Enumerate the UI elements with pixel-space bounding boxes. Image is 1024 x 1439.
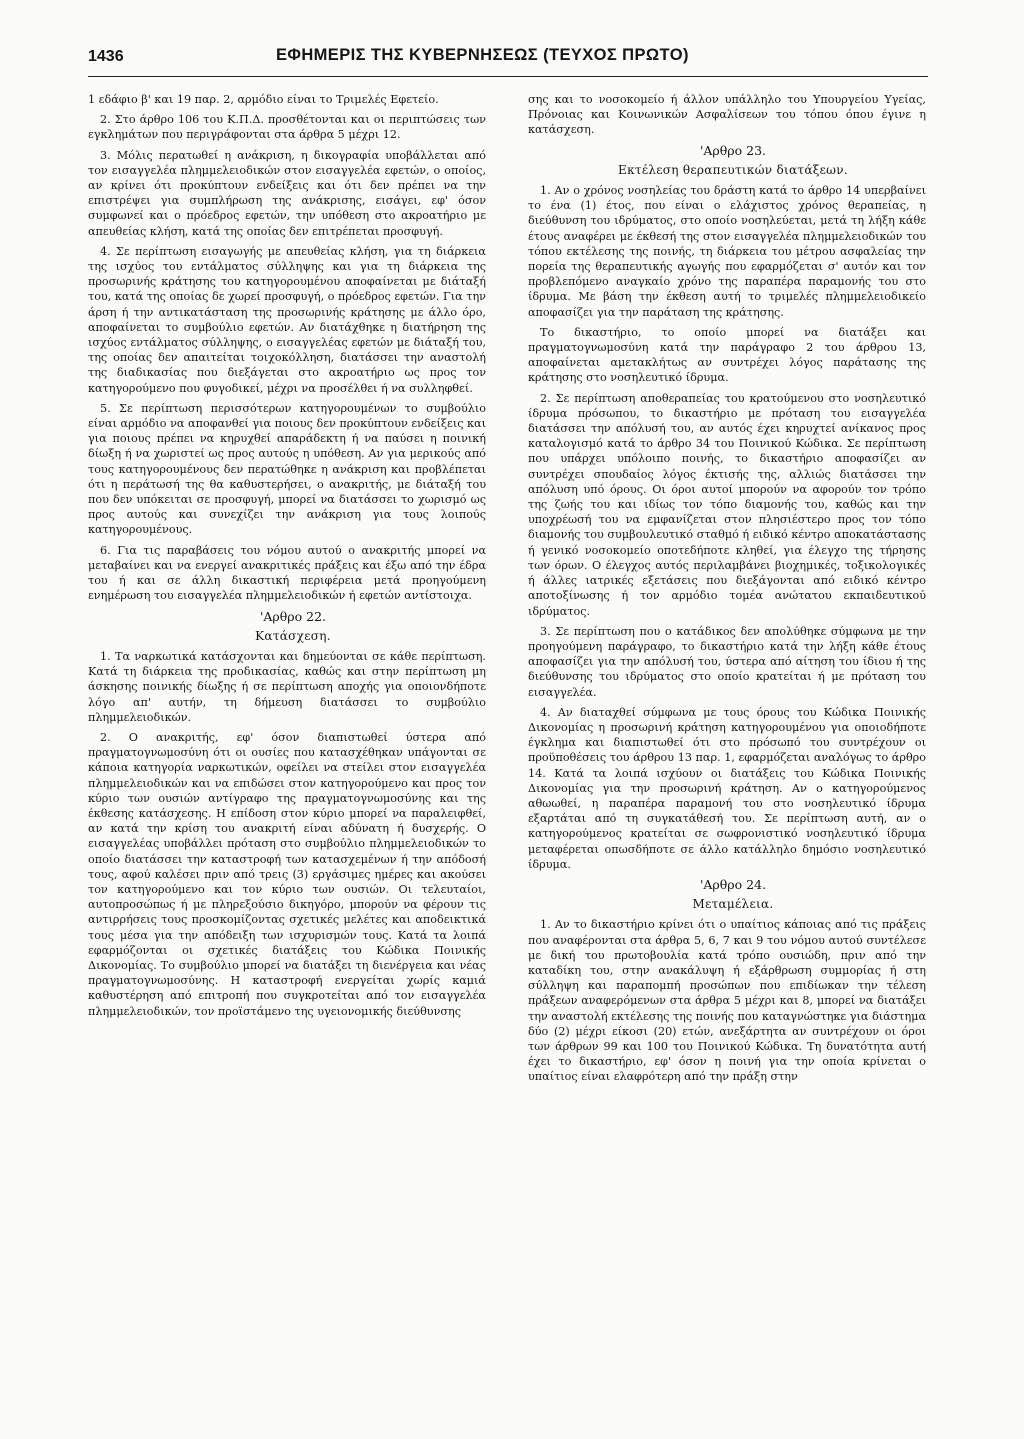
paragraph: 1. Αν ο χρόνος νοσηλείας του δράστη κατά το άρθρο 14 υπερβαίνει το ένα (1) έτος, που είναι ο ελάχιστος χρόνος θεραπείας, η διεύθυνση του ιδρύματος, στο οποίο νοσηλεύεται, μετά τη λήξη κάθε έτους αναφέρει με έκθεσή της στον εισαγγελέα πλημμελειοδικών του τόπου εκτέλεσης της ποινής, τη διάρκεια του μέτρου ασφαλείας την πορεία της θεραπευτικής αγωγής που εφαρμόζεται σ' αυτόν και τον προβλεπόμενο αναγκαίο χρόνο της παραπέρα παραμονής του στο ίδρυμα. Με βάση την έκθεση αυτή το τριμελές πλημμελειοδικείο αποφασίζει για την παράταση της κράτησης. <box>528 184 926 319</box>
paragraph: 1 εδάφιο β' και 19 παρ. 2, αρμόδιο είναι το Τριμελές Εφετείο. <box>88 93 439 106</box>
paragraph: 2. Ο ανακριτής, εφ' όσον διαπιστωθεί ύστερα από πραγματογνωμοσύνη ότι οι ουσίες που κατασχέθηκαν υπάγονται σε κάποια κατηγορία ναρκωτικών, οφείλει να στείλει στον εισαγγελέα πλημμελειοδικών και να επιδώσει στον κατηγορούμενο και προς τον κύριο των ουσιών αντίγραφο της πραγματογνωμοσύνης και της έκθεσης κατάσχεσης. Η επίδοση στον κύριο μπορεί να παραλειφθεί, αν κατά την κρίση του ανακριτή είναι αδύνατη ή δυσχερής. Ο εισαγγελέας υποβάλλει πρόταση στο συμβούλιο πλημμελειοδικών το οποίο διατάσσει την καταστροφή των κατασχεμένων ή την απόδοσή τους, αφού καλέσει πριν από τρεις (3) εργάσιμες ημέρες και ακούσει τον κατηγορούμενο και τον κύριο των ουσιών. Οι τελευταίοι, αυτοπροσώπως ή με πληρεξούσιο δικηγόρο, μπορούν να φέρουν τις αντιρρήσεις τους προσκομίζοντας σχετικές μελέτες και αποδεικτικά τους μέσα για την απόδειξη των ισχυρισμών τους. Κατά τα λοιπά εφαρμόζονται οι σχετικές διατάξεις του Κώδικα Ποινικής Δικονομίας. Το συμβούλιο μπορεί να διατάξει τη διενέργεια και νέας πραγματογνωμοσύνης. Η καταστροφή ενεργείται χωρίς καμιά καθυστέρηση από επιτροπή που συγκροτείται από τον εισαγγελέα πλημμελειοδικών, τον προϊστάμενο της υγειονομικής διεύθυνσης <box>88 730 486 1018</box>
article-23-subtitle: Εκτέλεση θεραπευτικών διατάξεων. <box>618 162 848 177</box>
paragraph: 1. Τα ναρκωτικά κατάσχονται και δημεύονται σε κάθε περίπτωση. Κατά τη διάρκεια της προδικασίας, καθώς και στην περίπτωση μη άσκησης ποινικής δίωξης ή σε περίπτωση αποχής για οποιονδήποτε λόγο απ' αυτήν, τη δήμευση διατάσσει το συμβούλιο πλημμελειοδικών. <box>88 649 486 724</box>
page-header <box>88 44 928 76</box>
page-number: 1436 <box>88 48 124 65</box>
paragraph: σης και το νοσοκομείο ή άλλον υπάλληλο του Υπουργείου Υγείας, Πρόνοιας και Κοινωνικών Ασφαλίσεων του τόπου όπου έγινε η κατάσχεση. <box>528 93 926 137</box>
left-column <box>88 92 486 1024</box>
article-22-title: 'Αρθρο 22. <box>259 608 327 624</box>
running-head: ΕΦΗΜΕΡΙΣ ΤΗΣ ΚΥΒΕΡΝΗΣΕΩΣ (ΤΕΥΧΟΣ ΠΡΩΤΟ) <box>276 46 689 64</box>
paragraph: 4. Σε περίπτωση εισαγωγής με απευθείας κλήση, για τη διάρκεια της ισχύος του εντάλματος σύλληψης και για τη διάρκεια της προσωρινής κράτησης του κατηγορουμένου αποφαίνεται με διάταξή του, κατά της οποίας δε χωρεί προσφυγή, ο πρόεδρος εφετών. Για την άρση ή την αντικατάσταση της προσωρινής κράτησης με άλλο όρο, αποφαίνεται το συμβούλιο εφετών. Αν διατάχθηκε η διατήρηση της ισχύος εντάλματος σύλληψης, ο εισαγγελέας εφετών με διάταξή του, της οποίας δεν απαιτείται τοιχοκόλληση, διατάσσει την αναστολή της διαδικασίας που διεξάγεται στο ακροατήριο ως προς τον κατηγορούμενο που φυγοδικεί, μέχρι να προσέλθει ή να συλληφθεί. <box>88 244 486 395</box>
header-rule <box>88 76 928 77</box>
paragraph: 3. Σε περίπτωση που ο κατάδικος δεν απολύθηκε σύμφωνα με την προηγούμενη παράγραφο, το δικαστήριο κατά την λήξη κάθε έτους αποφασίζει για την απόλυσή του, ύστερα από αίτηση του ίδιου ή της διεύθυνσης του ιδρύματος στο οποίο κρατείται ή με πρόταση του εισαγγελέα. <box>528 624 926 699</box>
right-column <box>528 92 926 1090</box>
paragraph: 1. Αν το δικαστήριο κρίνει ότι ο υπαίτιος κάποιας από τις πράξεις που αναφέρονται στα άρθρα 5, 6, 7 και 9 του νόμου αυτού συντέλεσε με δική του πρωτοβουλία κατά τρόπο ουσιώδη, πριν από την καταδίκη του, στην ανακάλυψη ή εξάρθρωση συμμορίας ή στη σύλληψη και παραπομπή προσώπων που επιδίωκαν την τέλεση πράξεων αναφερόμενων στα άρθρα 5 μέχρι και 8, μπορεί να διατάξει την αναστολή εκτέλεσης της ποινής που καταγνώστηκε για διάστημα δύο (2) μέχρι είκοσι (20) ετών, ανεξάρτητα αν συντρέχουν οι όροι των άρθρων 99 και 100 του Ποινικού Κώδικα. Τη δυνατότητα αυτή έχει το δικαστήριο, εφ' όσον η ποινή για την οποία κρίνεται ο υπαίτιος είναι ελαφρότερη από την πράξη στην <box>528 918 926 1084</box>
paragraph: Το δικαστήριο, το οποίο μπορεί να διατάξει και πραγματογνωμοσύνη κατά την παράγραφο 2 του άρθρου 13, αποφαίνεται αμετακλήτως αν συντρέχει λόγος παράτασης της κράτησης στο νοσηλευτικό ίδρυμα. <box>528 325 926 385</box>
paragraph: 5. Σε περίπτωση περισσότερων κατηγορουμένων το συμβούλιο είναι αρμόδιο να αποφανθεί για ποιους δεν προκύπτουν ενδείξεις και για ποιους πρέπει να κηρυχθεί απαράδεκτη ή να παύσει η ποινική δίωξη ή να χωριστεί ως προς αυτούς η υπόθεση. Αν για μερικούς από τους κατηγορουμένους δεν περατώθηκε η ανάκριση και προβλέπεται ότι η περάτωσή της θα καθυστερήσει, ο ανακριτής, με διάταξή του που δεν υπόκειται σε προσφυγή, μπορεί να διατάσσει το χωρισμό ως προς αυτούς και συνεχίζει την ανάκριση για τους λοιπούς κατηγορουμένους. <box>88 401 486 537</box>
paragraph: 6. Για τις παραβάσεις του νόμου αυτού ο ανακριτής μπορεί να μεταβαίνει και να ενεργεί ανακριτικές πράξεις και έξω από την έδρα του ή και σε άλλη δικαστική περιφέρεια μετά προηγούμενη ενημέρωση του εισαγγελέα πλημμελειοδικών ή εφετών αντίστοιχα. <box>88 543 486 603</box>
paragraph: 2. Σε περίπτωση αποθεραπείας του κρατούμενου στο νοσηλευτικό ίδρυμα πρόσωπου, το δικαστήριο με πρόταση του εισαγγελέα διατάσσει την απόλυσή του, αν αυτός έχει κηρυχτεί ανίκανος προς καταλογισμό κατά το άρθρο 34 του Ποινικού Κώδικα. Σε περίπτωση που υπάρχει υπόλοιπο ποινής, το δικαστήριο αποφασίζει αν συντρέχει σπουδαίος λόγος έκτισής της, αλλιώς διατάσσει την απόλυση υπό όρους. Οι όροι αυτοί μπορούν να αφορούν τον τρόπο της ζωής του και ιδίως τον τόπο διαμονής του, καθώς και την υποχρέωσή του να εμφανίζεται στον πλησιέστερο προς τον τόπο διαμονής του συμβουλευτικό σταθμό ή ειδικό κέντρο αποκατάστασης ή γενικό νοσοκομείο οποτεδήποτε κληθεί, για έλεγχο της τήρησης των όρων. Ο έλεγχος αυτός περιλαμβάνει βιοχημικές, τοξικολογικές ή άλλες ιατρικές εξετάσεις που διεξάγονται από ειδικό κέντρο αποτοξίνωσης ή τον αρμόδιο τομέα ανώτατου εκπαιδευτικού ιδρύματος. <box>528 391 926 618</box>
article-24-title: 'Αρθρο 24. <box>699 876 767 892</box>
article-23-title: 'Αρθρο 23. <box>699 142 767 158</box>
paragraph: 2. Στο άρθρο 106 του Κ.Π.Δ. προσθέτονται και οι περιπτώσεις των εγκλημάτων που περιγράφονται στα άρθρα 5 μέχρι 12. <box>88 113 486 142</box>
paragraph: 3. Μόλις περατωθεί η ανάκριση, η δικογραφία υποβάλλεται από τον εισαγγελέα πλημμελειοδικών στον εισαγγελέα εφετών, ο οποίος, αν κρίνει ότι προκύπτουν ενδείξεις και ότι δεν πρέπει να την επιστρέψει για συμπλήρωση της ανάκρισης, εισάγει, εφ' όσον συμφωνεί και ο πρόεδρος εφετών, την υπόθεση στο ακροατήριο με απευθείας κλήση, κατά της οποίας δεν επιτρέπεται προσφυγή. <box>88 148 486 238</box>
paragraph: 4. Αν διαταχθεί σύμφωνα με τους όρους του Κώδικα Ποινικής Δικονομίας η προσωρινή κράτηση κατηγορουμένου για οποιοδήποτε έγκλημα και διαπιστωθεί ότι στο πρόσωπό του συντρέχουν οι προϋποθέσεις του άρθρου 13 παρ. 1, εφαρμόζεται αναλόγως το άρθρο 14. Κατά τα λοιπά ισχύουν οι διατάξεις του Κώδικα Ποινικής Δικονομίας για την προσωρινή κράτηση. Αν ο κατηγορούμενος αθωωθεί, η παραπέρα παραμονή του στο νοσηλευτικό ίδρυμα εξαρτάται από τη συγκατάθεσή του. Σε περίπτωση αυτή, αν ο κατηγορούμενος κρατείται σε σωφρονιστικό νοσηλευτικό ίδρυμα μεταφέρεται οπωσδήποτε σε άλλο κατάλληλο δημόσιο νοσηλευτικό ίδρυμα. <box>528 705 926 871</box>
article-22-subtitle: Κατάσχεση. <box>255 628 331 643</box>
article-24-subtitle: Μεταμέλεια. <box>692 897 774 912</box>
